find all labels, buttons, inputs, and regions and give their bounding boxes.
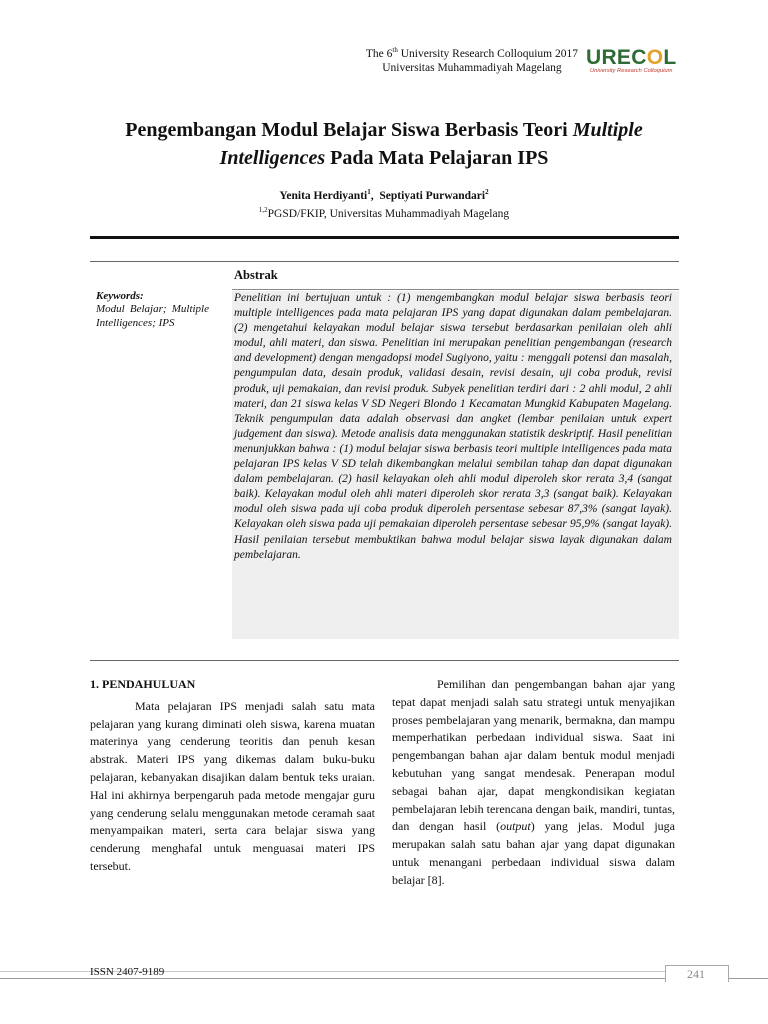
conference-name: The 6th University Research Colloquium 2017 (365, 46, 578, 60)
abstract-heading: Abstrak (234, 268, 278, 282)
conference-header (366, 43, 578, 75)
paragraph: Pemilihan dan pengembangan bahan ajar yang tepat dapat menjadi salah satu strategi untuk menyajikan proses pembelajaran yang menarik, bermakna, dan mampu memperhatikan perbedaan individual siswa. Saat ini pengembangan bahan ajar dalam bentuk modul menjadi kebutuhan yang sangat mendesak. Penerapan modul sebagai bahan ajar, dapat mengkondisikan kegiatan pembelajaran lebih terencana dengan baik, mandiri, tuntas, dan dengan hasil (output) yang jelas. Modul juga merupakan salah satu bahan ajar yang dapat digunakan untuk menangani perbedaan individual siswa dalam belajar [8]. (392, 677, 676, 887)
keywords-list: Modul Belajar; Multiple Intelligences; IPS (96, 303, 209, 329)
body-right-column (392, 676, 675, 890)
paragraph: Mata pelajaran IPS menjadi salah satu mata pelajaran yang kurang diminati oleh siswa, karena muatan materinya yang cenderung teoritis dan penuh kesan abstrak. Materi IPS yang dikemas dalam buku-buku pelajaran, kebanyakan disajikan dalam bentuk teks uraian. Hal ini akhirnya berpengaruh pada metode mengajar guru yang cenderung selalu menggunakan metode ceramah saat menyampaikan materi, serta cara belajar siswa yang cenderung menghafal untuk menguasai materi IPS tersebut. (90, 698, 375, 873)
author-list: Yenita Herdiyanti$^1$, Septiyati Purwandari$^2$ (279, 188, 489, 202)
paper-title: Pengembangan Modul Belajar Siswa Berbasis Teori Multiple Intelligences Pada Mata Pelajaran IPS (125, 119, 643, 169)
footer-divider (0, 978, 768, 979)
affiliation: $^{1,2}$PGSD/FKIP, Universitas Muhammadiyah Magelang (258, 206, 510, 220)
issn: ISSN 2407-9189 (90, 966, 165, 978)
body-left-column (90, 676, 375, 876)
section-heading: 1. PENDAHULUAN (90, 677, 196, 691)
urecol-logo: URECOL University Research Colloquium (586, 46, 677, 74)
abstract-text: Penelitian ini bertujuan untuk : (1) mengembangkan modul belajar siswa berbasis teori multiple intelligences pada mata pelajaran IPS yang dapat digunakan dalam pembelajaran. (2) mengetahui kelayakan modul belajar siswa tersebut berdasarkan penilaian oleh ahli modul, ahli materi, dan siswa. Penelitian ini merupakan penelitian pengembangan (research and development) dengan mengadopsi model Sugiyono, yaitu : menggali potensi dan masalah, pengumpulan data, desain produk, validasi desain, revisi desain, uji coba produk, revisi produk, uji pemakaian, dan revisi produk. Subyek penelitian terdiri dari : 2 ahli modul, 2 ahli materi, dan 21 siswa kelas V SD Negeri Blondo 1 Kecamatan Mungkid Kabupaten Magelang. Teknik pengumpulan data adalah observasi dan angket (lembar penilaian untuk expert judgement dan siswa). Metode analisis data menggunakan statistik deskriptif. Hasil penelitian menunjukkan bahwa : (1) modul belajar siswa berbasis teori multiple intelligences pada mata pelajaran IPS kelas V SD telah dikembangkan melalui sembilan tahap dan dapat digunakan dalam pembelajaran. (2) hasil kelayakan oleh ahli modul diperoleh skor rerata 3,4 (sangat baik). Kelayakan modul oleh ahli materi diperoleh skor rerata 3,3 (sangat baik). Kelayakan modul oleh siswa pada uji coba produk diperoleh persentase sebesar 87,3% (sangat layak). Kelayakan oleh siswa pada uji pemakaian diperoleh persentase sebesar 95,9% (sangat layak). Hasil penilaian tersebut membuktikan bahwa modul belajar siswa layak digunakan dalam pembelajaran. (234, 292, 672, 561)
divider (90, 236, 679, 239)
page-number: 241 (687, 967, 705, 981)
divider (232, 289, 679, 290)
keywords-heading: Keywords: (96, 290, 144, 302)
divider (90, 660, 679, 661)
university-name: Universitas Muhammadiyah Magelang (382, 61, 562, 74)
divider (90, 261, 679, 262)
